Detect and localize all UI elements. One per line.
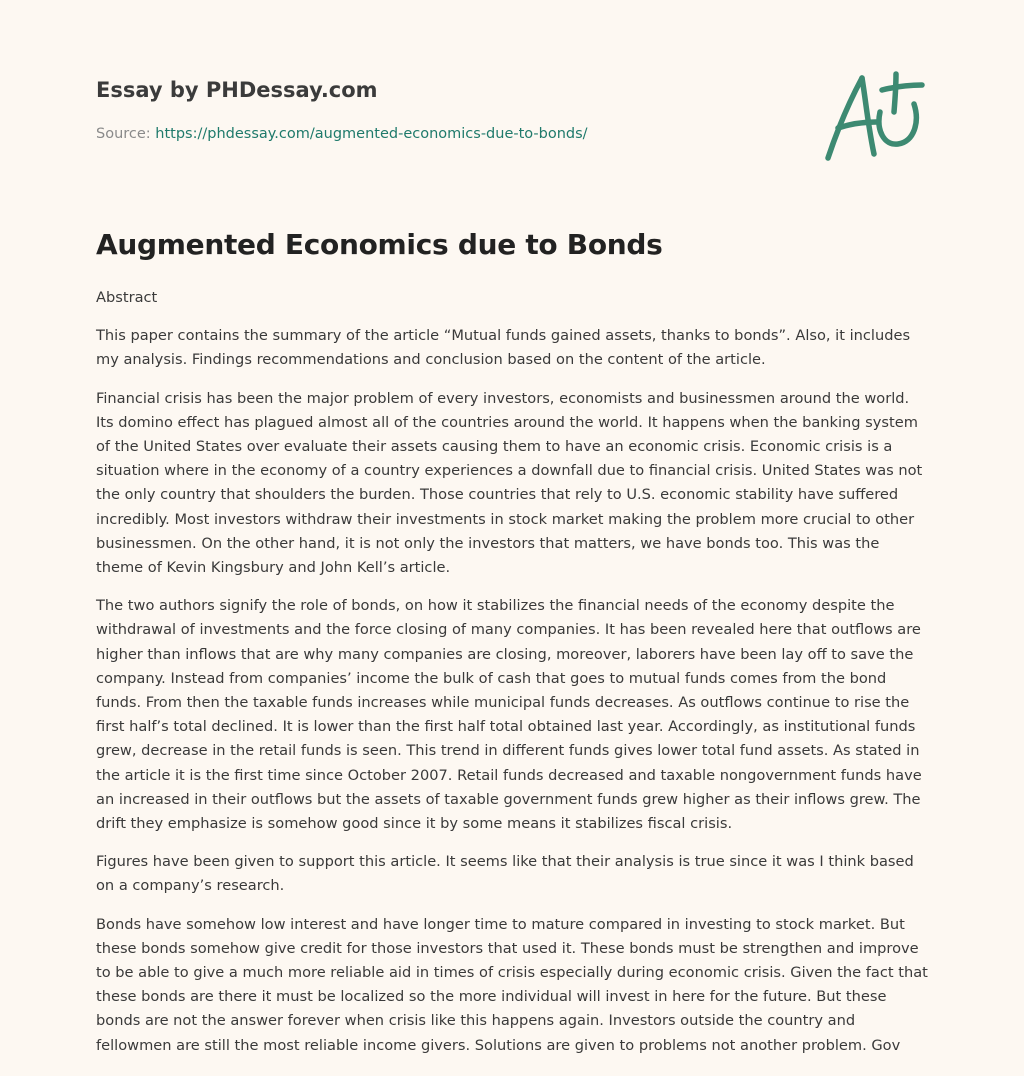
paragraph-financial-crisis: Financial crisis has been the major problem of every investors, economists and businessmen around the world. Its domino effect has plagued almost all of the countries around the world. It happens when the banking system of the United States over evaluate their assets causing them to have an economic crisis. Economic crisis is a situation where in the economy of a country experiences a downfall due to financial crisis. United States was not the only country that shoulders the burden. Those countries that rely to U.S. economic stability have suffered incredibly. Most investors withdraw their investments in stock market making the problem more crucial to other businessmen. On the other hand, it is not only the investors that matters, we have bonds too. This was the theme of Kevin Kingsbury and John Kell’s article. — [96, 389, 923, 577]
article-title: Augmented Economics due to Bonds — [96, 228, 663, 261]
paragraph-summary: This paper contains the summary of the article “Mutual funds gained assets, thanks to bonds”. Also, it includes my analysis. Findings recommendations and conclusion based on the content of the article. — [96, 327, 911, 369]
a-plus-logo-icon — [822, 68, 926, 164]
site-brand: Essay by PHDessay.com — [96, 78, 378, 102]
source-label: Source: — [96, 126, 156, 142]
paragraph-abstract-heading: Abstract — [96, 289, 158, 306]
source-link[interactable]: https://phdessay.com/augmented-economics-due-to-bonds/ — [155, 126, 588, 142]
paragraph-bonds-role: The two authors signify the role of bonds, on how it stabilizes the financial needs of the economy despite the withdrawal of investments and the force closing of many companies. It has been revealed here that outflows are higher than inflows that are why many companies are closing, moreover, laborers have been lay off to save the company. Instead from companies’ income the bulk of cash that goes to mutual funds comes from the bond funds. From then the taxable funds increases while municipal funds decreases. As outflows continue to rise the first half’s total declined. It is lower than the first half total obtained last year. Accordingly, as institutional funds grew, decrease in the retail funds is seen. This trend in different funds gives lower total fund assets. As stated in the article it is the first time since October 2007. Retail funds decreased and taxable nongovernment funds have an increased in their outflows but the assets of taxable government funds grew higher as their inflows grew. The drift they emphasize is somehow good since it by some means it stabilizes fiscal crisis. — [96, 597, 922, 833]
article-content — [96, 224, 928, 1072]
paragraph-figures: Figures have been given to support this article. It seems like that their analysis is true since it was I think based on a company’s research. — [96, 853, 914, 895]
page-header — [96, 76, 796, 144]
source-line — [96, 124, 796, 144]
paragraph-bonds-analysis: Bonds have somehow low interest and have longer time to mature compared in investing to stock market. But these bonds somehow give credit for those investors that used it. These bonds must be strengthen and improve to be able to give a much more reliable aid in times of crisis especially during economic crisis. Given the fact that these bonds are there it must be localized so the more individual will invest in here for the future. But these bonds are not the answer forever when crisis like this happens again. Investors outside the country and fellowmen are still the most reliable income givers. Solutions are given to problems not another problem. Gov — [96, 915, 928, 1054]
